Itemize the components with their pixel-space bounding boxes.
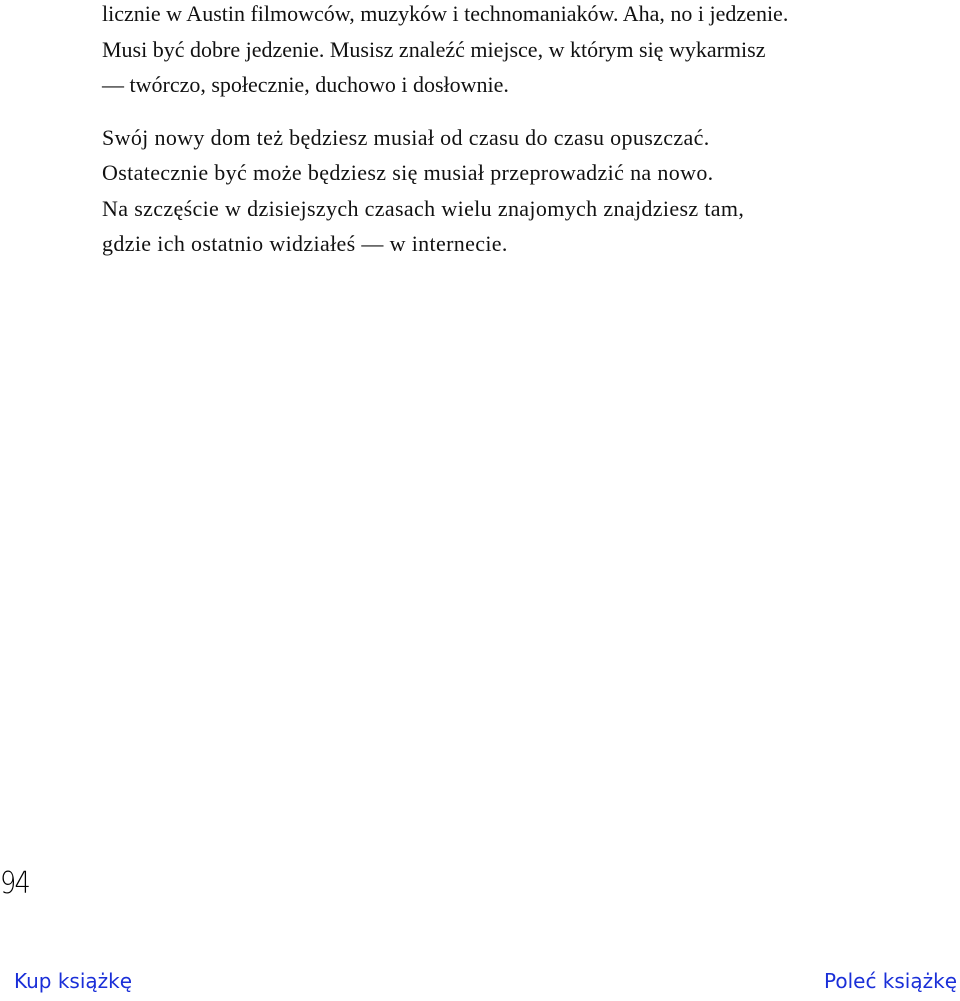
paragraph-2-line-2: Ostatecznie być może będziesz się musiał przeprowadzić na nowo. xyxy=(102,160,714,185)
page-body xyxy=(102,0,902,262)
page-number: 94 xyxy=(0,866,30,901)
paragraph-1-line-3: — twórczo, społecznie, duchowo i dosłownie. xyxy=(102,72,509,97)
recommend-book-link[interactable]: Poleć książkę xyxy=(824,969,957,993)
paragraph-2-line-1: Swój nowy dom też będziesz musiał od czasu do czasu opuszczać. xyxy=(102,124,710,150)
paragraph-2-line-3: Na szczęście w dzisiejszych czasach wielu znajomych znajdziesz tam, xyxy=(102,195,745,221)
paragraph-2-line-4: gdzie ich ostatnio widziałeś — w internecie. xyxy=(102,231,508,256)
buy-book-link[interactable]: Kup książkę xyxy=(14,969,133,993)
paragraph-1-line-2: Musi być dobre jedzenie. Musisz znaleźć miejsce, w którym się wykarmisz xyxy=(102,36,766,62)
paragraph-2 xyxy=(102,120,902,262)
paragraph-1 xyxy=(102,0,902,103)
paragraph-1-line-1: licznie w Austin filmowców, muzyków i technomaniaków. Aha, no i jedzenie. xyxy=(102,1,789,26)
